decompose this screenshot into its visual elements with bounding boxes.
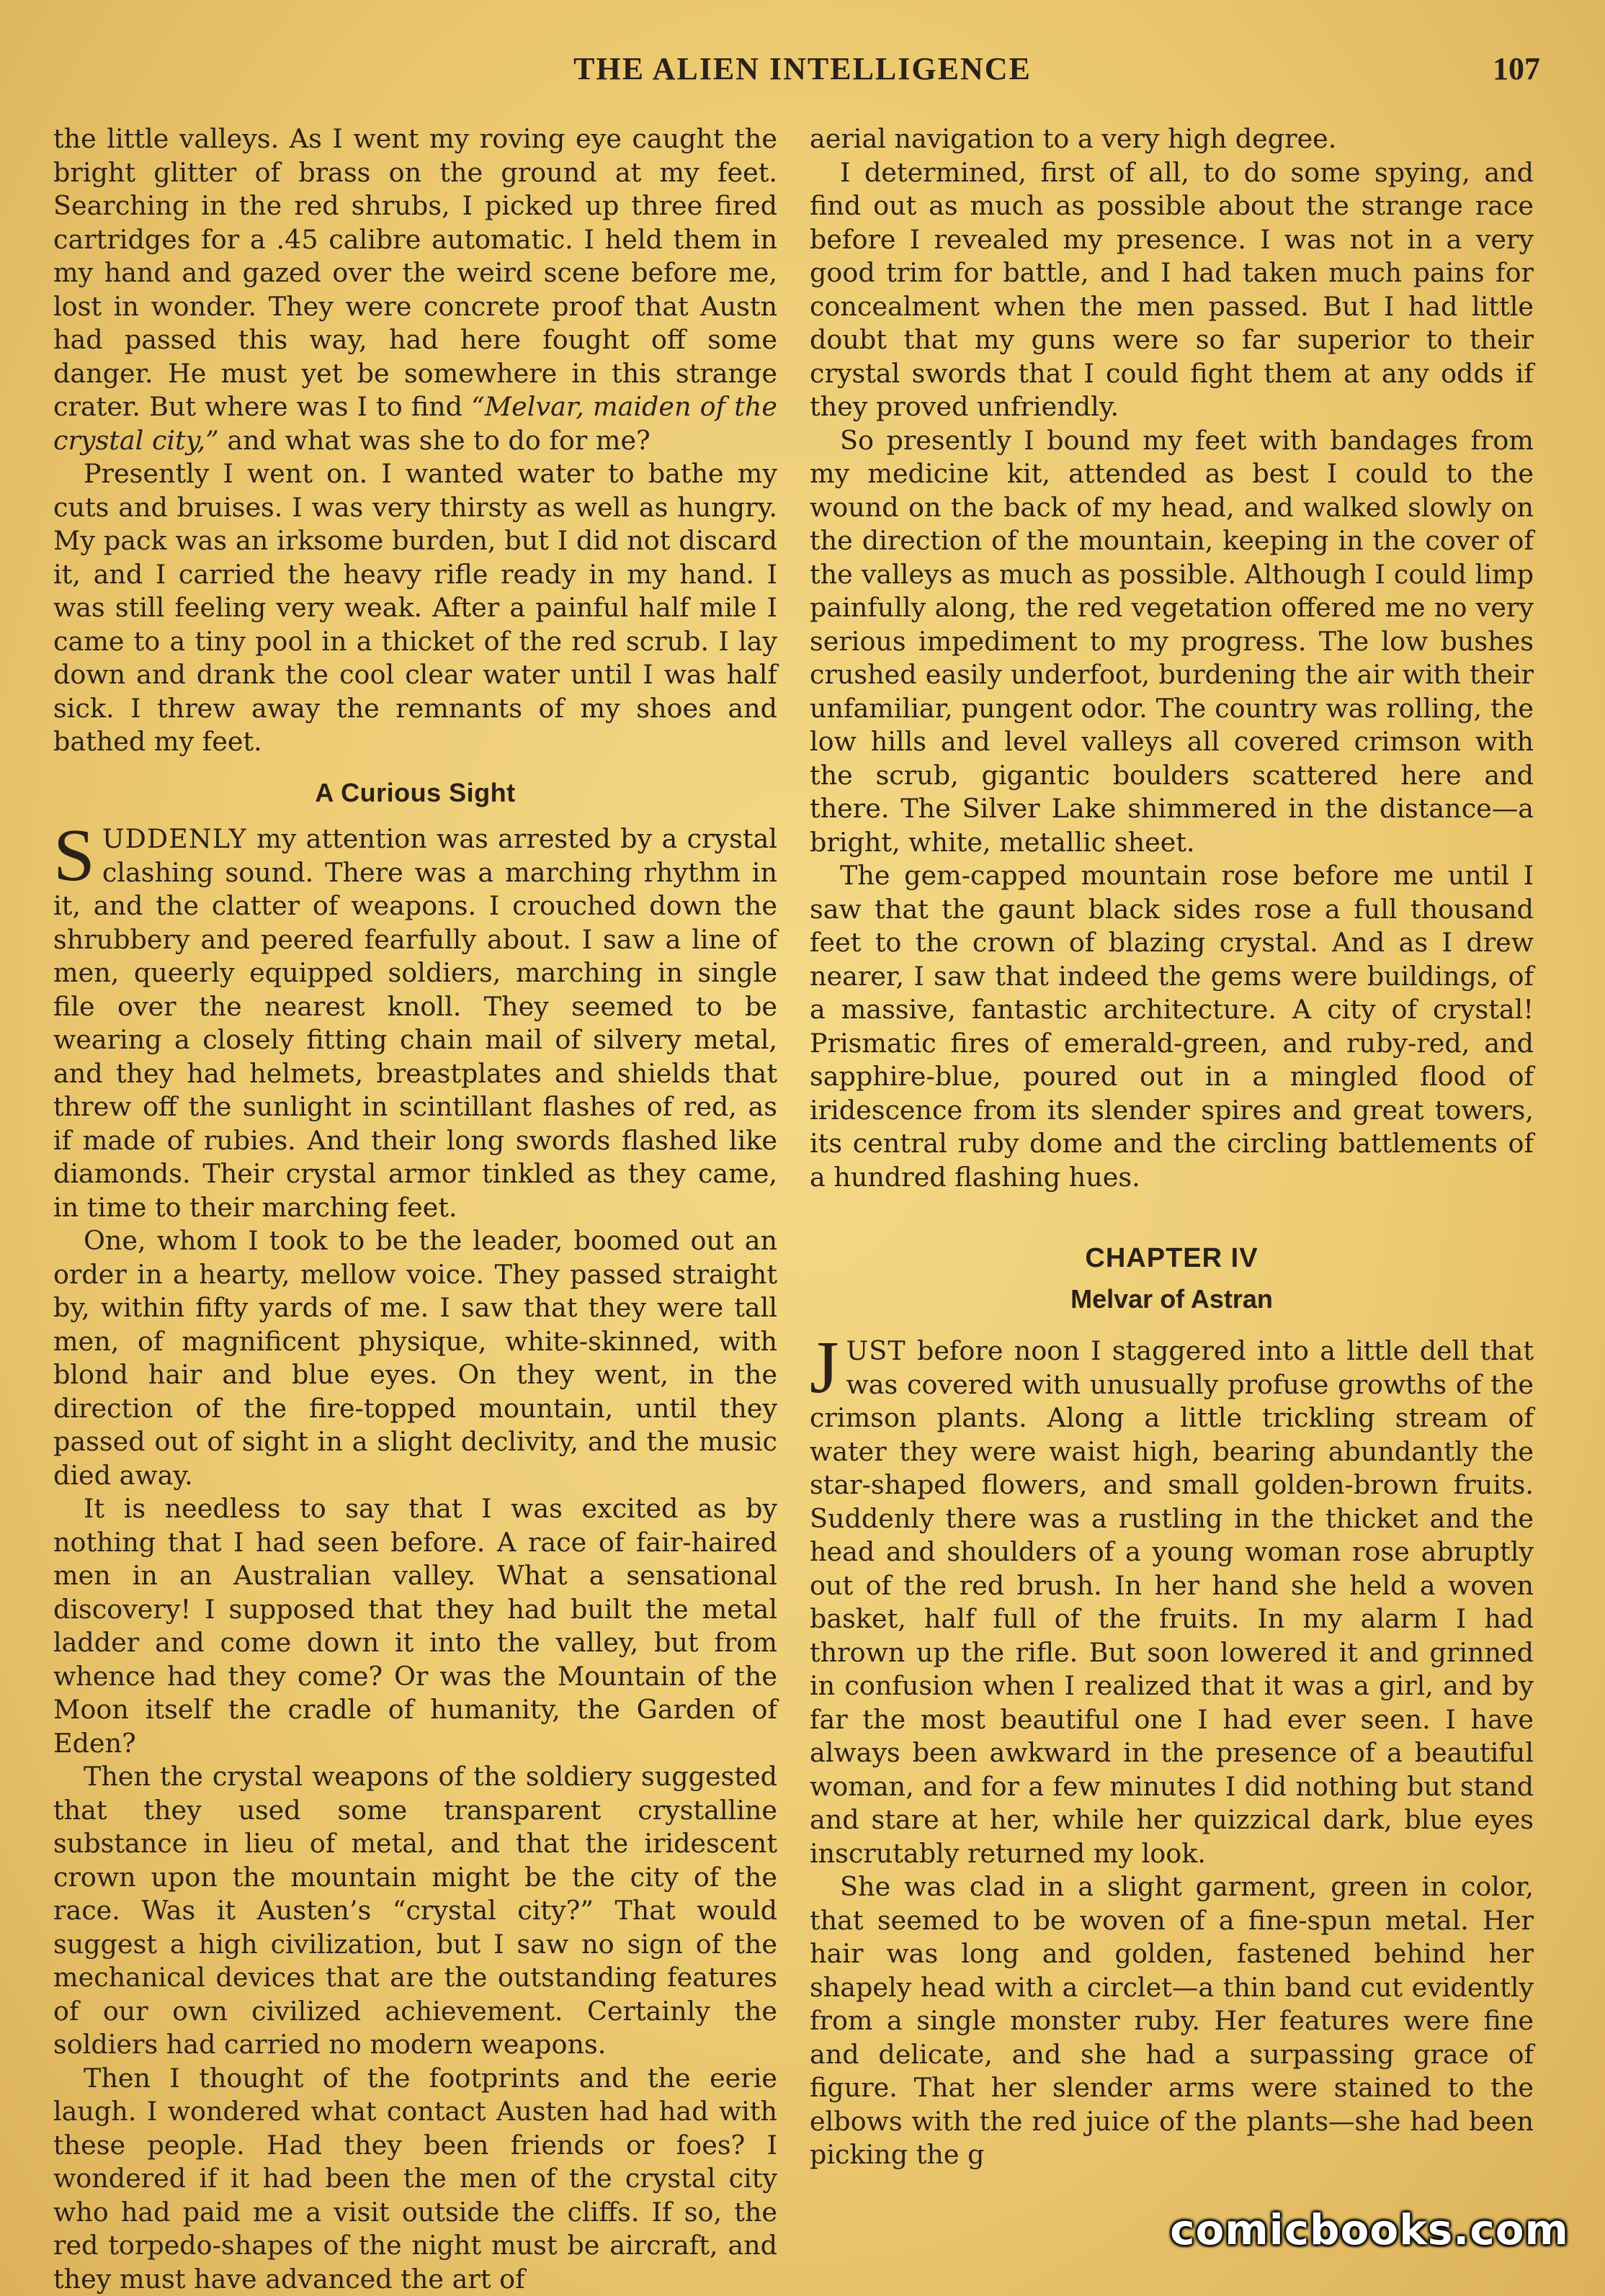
chapter-title: Melvar of Astran xyxy=(1070,1283,1273,1314)
left-column xyxy=(53,122,777,2296)
paragraph: So presently I bound my feet with bandages from my medicine kit, attended as best I could to the wound on the back of my head, and walked slowly on the direction of the mountain, keeping in the cover of the valleys as much as possible. Although I could limp painfully along, the red vegetation offered me no very serious impediment to my progress. The low bushes crushed easily underfoot, burdening the air with their unfamiliar, pungent odor. The country was rolling, the low hills and level valleys all covered crimson with the scrub, gigantic boulders scattered here and there. The Silver Lake shimmered in the distance—a bright, white, metallic sheet. xyxy=(810,424,1534,858)
page-number: 107 xyxy=(1493,51,1540,86)
drop-cap: S xyxy=(53,814,95,897)
paragraph: She was clad in a slight garment, green in color, that seemed to be woven of a fine-spun metal. Her hair was long and golden, fastened behind her shapely head with a circlet—a thin band cut evidently from a single monster ruby. Her features were fine and delicate, and she had a surpassing grace of figure. That her slender arms were stained to the elbows with the red juice of the plants—she had been picking the g xyxy=(810,1871,1534,2170)
paragraph xyxy=(810,1326,1534,1870)
italic-quote: “Melvar, maiden of the crystal city,” xyxy=(53,391,777,456)
running-header xyxy=(50,43,1555,94)
paragraph: Presently I went on. I wanted water to bathe my cuts and bruises. I was very thirsty as well as hungry. My pack was an irksome burden, but I did not discard it, and I carried the heavy rifle ready in my hand. I was still feeling very weak. After a painful half mile I came to a tiny pool in a thicket of the red scrub. I lay down and drank the cool clear water until I was half sick. I threw away the remnants of my shoes and bathed my feet. xyxy=(53,458,777,757)
right-column xyxy=(810,122,1534,2172)
section-subhead: A Curious Sight xyxy=(315,777,516,807)
paragraph xyxy=(53,814,777,1224)
paragraph: aerial navigation to a very high degree. xyxy=(810,123,1337,154)
paragraph: One, whom I took to be the leader, boomed out an order in a hearty, mellow voice. They passed straight by, within fifty yards of me. I saw that they were tall men, of magnificent physique, white-skinned, with blond hair and blue eyes. On they went, in the direction of the fire-topped mountain, until they passed out of sight in a slight declivity, and the music died away. xyxy=(53,1225,777,1491)
paragraph: It is needless to say that I was excited as by nothing that I had seen before. A race of fair-haired men in an Australian valley. What a sensational discovery! I supposed that they had built the metal ladder and come down it into the valley, but from whence had they come? Or was the Mountain of the Moon itself the cradle of humanity, the Garden of Eden? xyxy=(53,1493,777,1759)
paragraph-text: before noon I staggered into a little dell that was covered with unusually profuse growths of the crimson plants. Along a little trickling stream of water they were waist high, bearing abundantly the star-shaped flowers, and small golden-brown fruits. Suddenly there was a rustling in the thicket and the head and shoulders of a young woman rose abruptly out of the red brush. In her hand she held a woven basket, half full of the fruits. In my alarm I had thrown up the rifle. But soon lowered it and grinned in confusion when I realized that it was a girl, and by far the most beautiful one I had ever seen. I have always been awkward in the presence of a beautiful woman, and for a few minutes I did nothing but stand and stare at her, while her quizzical dark, blue eyes inscrutably returned my look. xyxy=(810,1335,1534,1869)
lead-caps: UST xyxy=(846,1335,906,1366)
drop-cap: J xyxy=(810,1326,839,1409)
paragraph xyxy=(53,122,777,457)
paragraph-text: and what was she to do for me? xyxy=(218,424,651,456)
paragraph: The gem-capped mountain rose before me until I saw that the gaunt black sides rose a full thousand feet to the crown of blazing crystal. And as I drew nearer, I saw that indeed the gems were buildings, of a massive, fantastic architecture. A city of crystal! Prismatic fires of emerald-green, and ruby-red, and sapphire-blue, poured out in a mingled flood of iridescence from its slender spires and great towers, its central ruby dome and the circling battlements of a hundred flashing hues. xyxy=(810,860,1534,1193)
paragraph: Then the crystal weapons of the soldiery suggested that they used some transparent crystalline substance in lieu of metal, and that the iridescent crown upon the mountain might be the city of the race. Was it Austen’s “crystal city?” That would suggest a high civilization, but I saw no sign of the mechanical devices that are the outstanding features of our own civilized achievement. Certainly the soldiers had carried no modern weapons. xyxy=(53,1761,777,2060)
paragraph: I determined, first of all, to do some spying, and find out as much as possible about the strange race before I revealed my presence. I was not in a very good trim for battle, and I had taken much pains for concealment when the men passed. But I had little doubt that my guns were so far superior to their crystal swords that I could fight them at any odds if they proved unfriendly. xyxy=(810,156,1534,422)
site-watermark: comicbooks.com xyxy=(1170,2205,1569,2254)
running-title: THE ALIEN INTELLIGENCE xyxy=(573,51,1032,86)
paragraph-text: the little valleys. As I went my roving eye caught the bright glitter of brass on the ground at my feet. Searching in the red shrubs, I picked up three fired cartridges for a .45 calibre automatic. I held them in my hand and gazed over the weird scene before me, lost in wonder. They were concrete proof that Austn had passed this way, had here fought off some danger. He must yet be somewhere in this strange crater. But where was I to find xyxy=(53,123,777,422)
paragraph: Then I thought of the footprints and the eerie laugh. I wondered what contact Austen had had with these people. Had they been friends or foes? I wondered if it had been the men of the crystal city who had paid me a visit outside the cliffs. If so, the red torpedo-shapes of the night must be aircraft, and they must have advanced the art of xyxy=(53,2062,777,2295)
paragraph-text: my attention was arrested by a crystal clashing sound. There was a marching rhythm in it, and the clatter of weapons. I crouched down the shrubbery and peered fearfully about. I saw a line of men, queerly equipped soldiers, marching in single file over the nearest knoll. They seemed to be wearing a closely fitting chain mail of silvery metal, and they had helmets, breastplates and shields that threw off the sunlight in scintillant flashes of red, as if made of rubies. And their long swords flashed like diamonds. Their crystal armor tinkled as they came, in time to their marching feet. xyxy=(53,823,777,1223)
chapter-heading: CHAPTER IV xyxy=(1085,1243,1258,1273)
lead-caps: UDDENLY xyxy=(102,823,247,854)
